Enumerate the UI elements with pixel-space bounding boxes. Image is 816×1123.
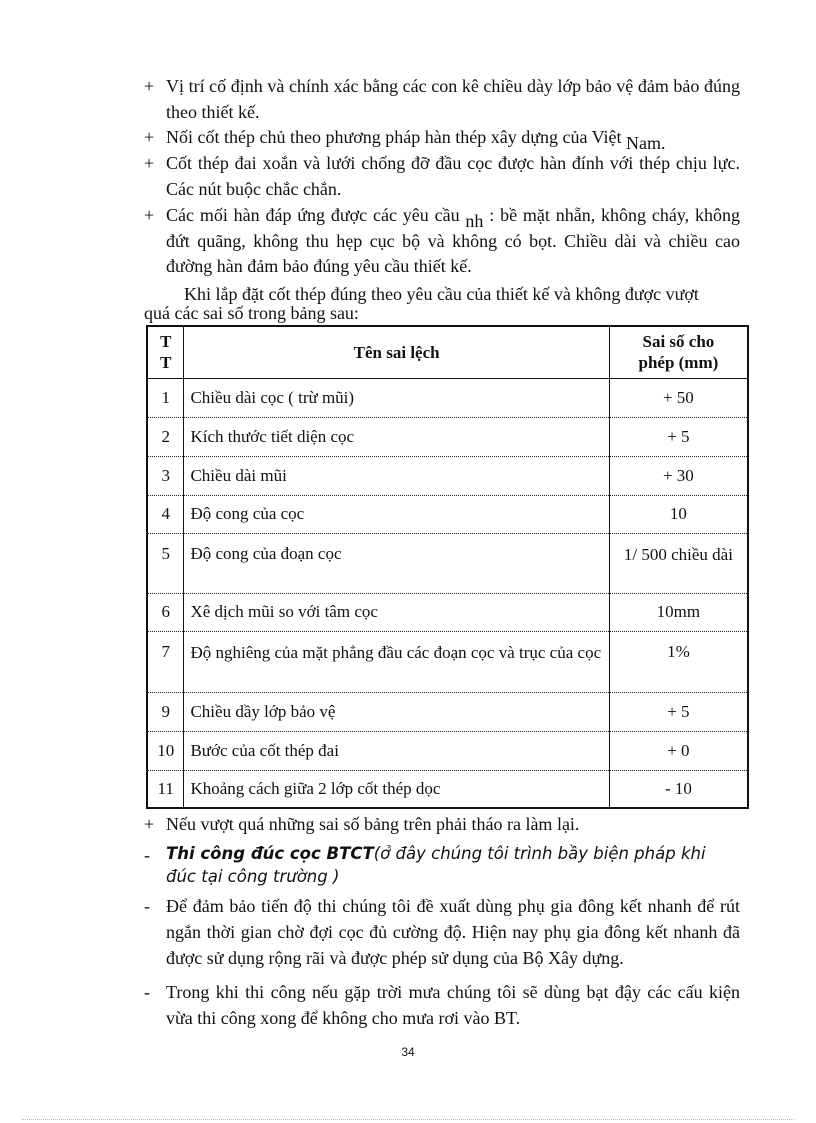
table-row: [147, 593, 748, 631]
table-row: [147, 731, 748, 770]
plus-mark: +: [144, 127, 155, 147]
plus-mark: +: [144, 814, 155, 834]
cell-name: Độ cong của cọc: [184, 495, 609, 533]
cell-tt: 7: [147, 631, 184, 692]
cell-name: Xê dịch mũi so với tâm cọc: [184, 593, 609, 631]
plus-mark: +: [144, 76, 155, 96]
footer-divider: [22, 1119, 794, 1120]
dash-mark: -: [144, 896, 150, 916]
cell-name: Kích thước tiết diện cọc: [184, 417, 609, 456]
page-number: 34: [401, 1045, 415, 1059]
cell-name: Độ nghiêng của mặt phẳng đầu các đoạn cọc và trục của cọc: [184, 631, 609, 692]
cell-name: Chiều dài mũi: [184, 456, 609, 495]
dash-text: Trong khi thi công nếu gặp trời mưa chúng tôi sẽ dùng bạt đậy các cấu kiện vừa thi công xong để không cho mưa rơi vào BT.: [166, 982, 740, 1028]
dash-text: Để đảm bảo tiến độ thi chúng tôi đề xuất dùng phụ gia đông kết nhanh để rút ngắn thời gian chờ đợi cọc đủ cường độ. Hiện nay phụ gia đông kết nhanh đã được sử dụng rộng rãi và được phép sử dụng của Bộ Xây dựng.: [166, 896, 740, 968]
cell-tt: 11: [147, 770, 184, 808]
intro-line-1: Khi lắp đặt cốt thép đúng theo yêu cầu của thiết kế và không được vượt: [184, 284, 699, 304]
cell-tolerance: + 5: [609, 692, 748, 731]
cell-tt: 1: [147, 378, 184, 417]
table-row: [147, 417, 748, 456]
intro-line-2: quá các sai số trong bảng sau:: [144, 303, 359, 323]
cell-tolerance: + 30: [609, 456, 748, 495]
table-header-row: [147, 326, 748, 378]
cell-tolerance: + 50: [609, 378, 748, 417]
cell-tolerance: 1/ 500 chiều dài: [609, 533, 748, 593]
section-heading: Thi công đúc cọc BTCT: [166, 844, 374, 863]
table-row: [147, 495, 748, 533]
header-tolerance: Sai số cho phép (mm): [609, 326, 748, 378]
cell-name: Chiều dài cọc ( trừ mũi): [184, 378, 609, 417]
subscript-text: nh: [465, 211, 484, 231]
cell-tolerance: 10: [609, 495, 748, 533]
cell-tolerance: + 5: [609, 417, 748, 456]
plus-mark: +: [144, 205, 155, 225]
section-note: (ở đây chúng tôi trình bầy biện pháp khi đúc tại công trường ): [166, 844, 706, 886]
cell-name: Khoảng cách giữa 2 lớp cốt thép dọc: [184, 770, 609, 808]
dash-mark: -: [144, 845, 150, 865]
header-name: Tên sai lệch: [184, 326, 609, 378]
cell-name: Chiều dầy lớp bảo vệ: [184, 692, 609, 731]
bullet-text: Các mối hàn đáp ứng được các yêu cầu: [166, 205, 466, 225]
table-row: [147, 378, 748, 417]
cell-tt: 10: [147, 731, 184, 770]
table-row: [147, 770, 748, 808]
cell-tolerance: + 0: [609, 731, 748, 770]
cell-tt: 2: [147, 417, 184, 456]
bullet-text-continued: : bề mặt nhẵn, không cháy, không đứt quãng, không thu hẹp cục bộ và không có bọt. Chiều dài và chiều cao đường hàn đảm bảo đúng yêu cầu thiết kế.: [166, 205, 741, 276]
cell-tolerance: 10mm: [609, 593, 748, 631]
table-row: [147, 533, 748, 593]
tolerance-table: [146, 325, 749, 809]
bullet-text: Nếu vượt quá những sai số bảng trên phải tháo ra làm lại.: [166, 814, 580, 834]
cell-tt: 9: [147, 692, 184, 731]
bullet-text: Cốt thép đai xoắn và lưới chống đỡ đầu cọc được hàn đính với thép chịu lực. Các nút buộc chắc chắn.: [166, 153, 740, 199]
subscript-text: Nam.: [626, 133, 666, 153]
cell-tt: 3: [147, 456, 184, 495]
cell-tolerance: 1%: [609, 631, 748, 692]
bullet-text: Vị trí cố định và chính xác bằng các con kê chiều dày lớp bảo vệ đảm bảo đúng theo thiết kế.: [166, 76, 740, 122]
table-row: [147, 631, 748, 692]
cell-tt: 5: [147, 533, 184, 593]
bullet-text: Nối cốt thép chủ theo phương pháp hàn thép xây dựng của Việt: [166, 127, 627, 147]
cell-name: Bước của cốt thép đai: [184, 731, 609, 770]
plus-mark: +: [144, 153, 155, 173]
table-row: [147, 456, 748, 495]
header-tt: T T: [147, 326, 184, 378]
cell-name: Độ cong của đoạn cọc: [184, 533, 609, 593]
cell-tt: 4: [147, 495, 184, 533]
cell-tolerance: - 10: [609, 770, 748, 808]
cell-tt: 6: [147, 593, 184, 631]
table-row: [147, 692, 748, 731]
dash-mark: -: [144, 982, 150, 1002]
